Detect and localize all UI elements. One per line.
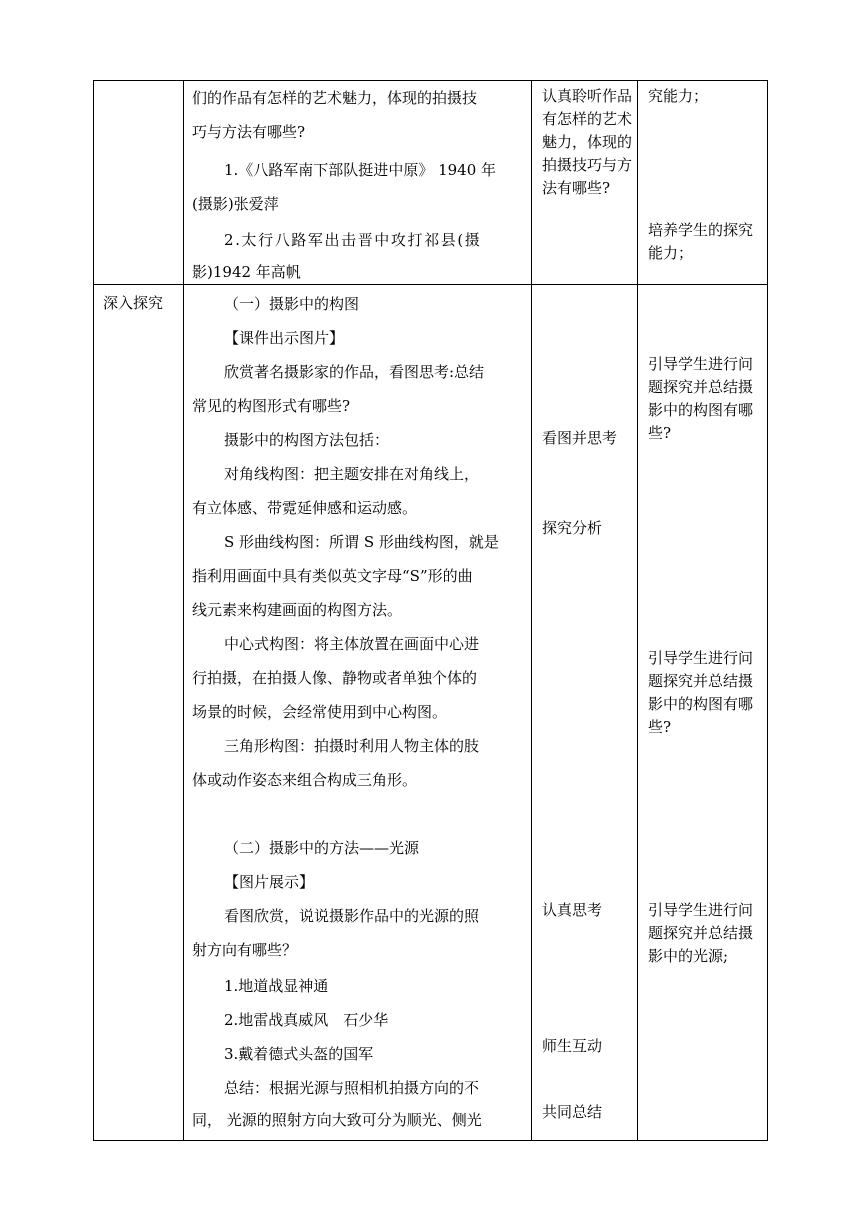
content-line: 们的作品有怎样的艺术魅力，体现的拍摄技 xyxy=(192,89,478,107)
content-line: 指利用画面中具有类似英文字母“S”形的曲 xyxy=(192,567,473,585)
content-line: 影)1942 年高帆 xyxy=(192,263,301,281)
design-intent-cell xyxy=(638,81,768,285)
content-line: 射方向有哪些？ xyxy=(192,941,298,959)
content-line: 【图片展示】 xyxy=(224,873,315,891)
content-line: 2.地雷战真威风 石少华 xyxy=(224,1011,389,1029)
stage-cell xyxy=(94,285,184,1141)
content-line: 1.地道战显神通 xyxy=(224,977,329,995)
content-line: S 形曲线构图：所谓 S 形曲线构图，就是 xyxy=(224,533,499,551)
content-line: 巧与方法有哪些? xyxy=(192,123,306,141)
table-row xyxy=(94,81,768,285)
student-activity-text: 认真聆听作品有怎样的艺术魅力，体现的拍摄技巧与方法有哪些? xyxy=(542,87,633,197)
content-line: 场景的时候，会经常使用到中心构图。 xyxy=(192,703,448,721)
content-line: 2.太行八路军出击晋中攻打祁县(摄 xyxy=(224,231,482,249)
content-line: 总结：根据光源与照相机拍摄方向的不 xyxy=(224,1079,480,1097)
design-intent-text: 引导学生进行问题探究并总结摄影中的光源; xyxy=(648,901,754,965)
stage-cell xyxy=(94,81,184,285)
content-line: 看图欣赏，说说摄影作品中的光源的照 xyxy=(224,907,480,925)
design-intent-text: 引导学生进行问题探究并总结摄影中的构图有哪些? xyxy=(648,649,754,736)
student-activity-text: 探究分析 xyxy=(542,519,603,537)
student-activity-text: 共同总结 xyxy=(542,1103,603,1121)
design-intent-text: 引导学生进行问题探究并总结摄影中的构图有哪些? xyxy=(648,355,754,442)
content-line: 1.《八路军南下部队挺进中原》 1940 年 xyxy=(224,161,497,179)
section-heading: （一）摄影中的构图 xyxy=(224,295,360,313)
content-line: 同， 光源的照射方向大致可分为顺光、侧光 xyxy=(192,1111,482,1129)
content-line: (摄影)张爱萍 xyxy=(192,195,279,213)
design-intent-text: 究能力； xyxy=(648,87,709,105)
student-activity-text: 看图并思考 xyxy=(542,429,618,447)
stage-label: 深入探究 xyxy=(103,294,164,312)
student-activity-text: 认真思考 xyxy=(542,901,603,919)
content-line: 常见的构图形式有哪些? xyxy=(192,397,351,415)
content-cell xyxy=(184,285,532,1141)
content-line: 线元素来构建画面的构图方法。 xyxy=(192,601,403,619)
content-line: 三角形构图：拍摄时利用人物主体的肢 xyxy=(224,737,480,755)
content-line: 行拍摄，在拍摄人像、静物或者单独个体的 xyxy=(192,669,478,687)
table-row xyxy=(94,285,768,1141)
content-line: 有立体感、带霓延伸感和运动感。 xyxy=(192,499,418,517)
content-line: 摄影中的构图方法包括： xyxy=(224,431,390,449)
content-line: 欣赏著名摄影家的作品，看图思考:总结 xyxy=(224,363,485,381)
student-activity-cell xyxy=(532,285,638,1141)
content-cell xyxy=(184,81,532,285)
design-intent-text: 培养学生的探究能力； xyxy=(648,221,754,262)
section-heading: （二）摄影中的方法——光源 xyxy=(224,839,420,857)
content-line: 【课件出示图片】 xyxy=(224,329,345,347)
content-line: 中心式构图：将主体放置在画面中心进 xyxy=(224,635,480,653)
content-line: 3.戴着德式头盔的国军 xyxy=(224,1045,374,1063)
content-line: 体或动作姿态来组合构成三角形。 xyxy=(192,771,418,789)
design-intent-cell xyxy=(638,285,768,1141)
lesson-plan-table xyxy=(93,80,768,1141)
student-activity-text: 师生互动 xyxy=(542,1037,603,1055)
student-activity-cell xyxy=(532,81,638,285)
content-line: 对角线构图：把主题安排在对角线上， xyxy=(224,465,480,483)
